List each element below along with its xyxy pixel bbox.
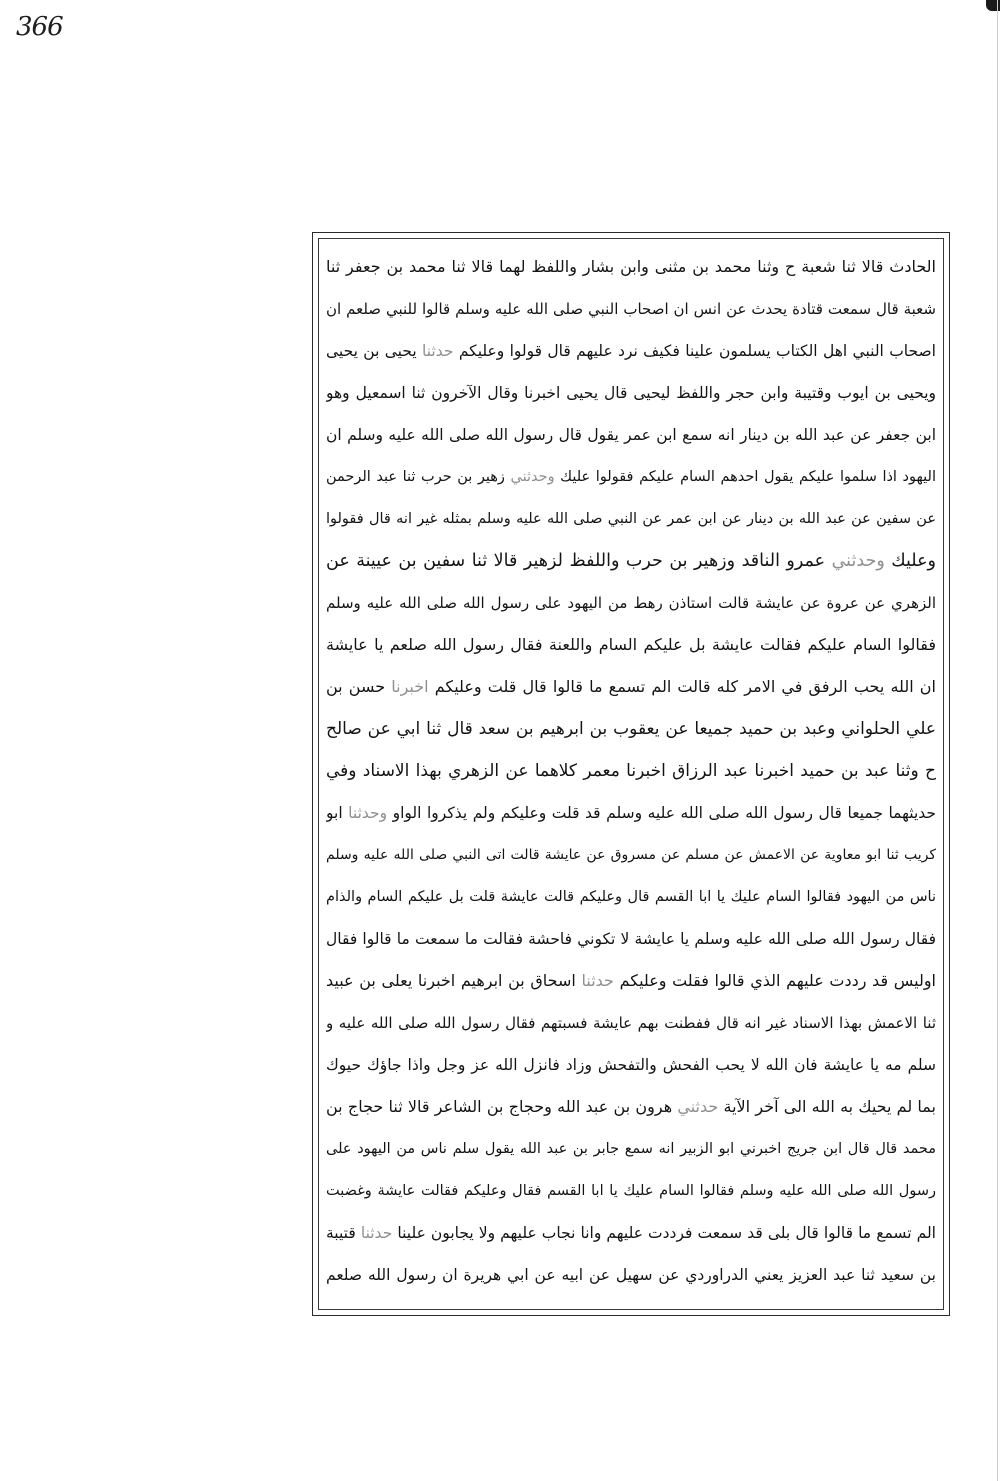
text-run: الحادث قالا ثنا شعبة ح وثنا محمد بن مثنى وابن بشار واللفظ لهما قالا ثنا محمد بن جعفر ثنا	[326, 257, 936, 276]
text-line	[326, 498, 936, 540]
text-line	[326, 330, 936, 372]
text-run: ان الله يحب الرفق في الامر كله قالت الم تسمع ما قالوا قال قلت وعليكم	[428, 677, 936, 696]
text-run: اسحاق بن ابرهيم اخبرنا يعلى بن عبيد	[326, 971, 582, 990]
text-run: حسن بن	[326, 677, 392, 696]
text-run: سلم مه يا عايشة فان الله لا يحب الفحش والتفحش وزاد فانزل الله عز وجل واذا جاؤك حيوك	[326, 1056, 936, 1074]
manuscript-text-block	[326, 246, 936, 1296]
text-run: الم تسمع ما قالوا قال بلى قد سمعت فرددت عليهم وانا نجاب عليهم ولا يجابون علينا	[392, 1224, 936, 1242]
rubric-word: وحدثني	[510, 469, 555, 485]
text-line	[326, 624, 936, 666]
rubric-word: حدثني	[677, 1097, 719, 1116]
text-line	[326, 834, 936, 876]
rubric-word: حدثنا	[422, 342, 454, 360]
text-run: ابن جعفر عن عبد الله بن دينار انه سمع ابن عمر يقول قال رسول الله صلى الله عليه وسلم ان	[326, 426, 936, 444]
text-run: ناس من اليهود فقالوا السام عليك يا ابا القسم قال وعليكم قالت عايشة قلت بل عليكم السام والذام	[326, 889, 936, 905]
text-run: اوليس قد رددت عليهم الذي قالوا فقلت وعليكم	[613, 971, 936, 990]
text-line	[326, 540, 936, 582]
text-run: ثنا الاعمش بهذا الاسناد غير انه قال ففطنت بهم عايشة فسبتهم فقال رسول الله صلى الله عليه و	[326, 1014, 936, 1032]
text-line	[326, 1044, 936, 1086]
rubric-word: وحدثني	[831, 551, 885, 571]
text-line	[326, 708, 936, 750]
text-line	[326, 1086, 936, 1128]
text-line	[326, 414, 936, 456]
text-run: بن سعيد ثنا عبد العزيز يعني الدراوردي عن سهيل عن ابيه عن ابي هريرة ان رسول الله صلعم	[326, 1266, 936, 1284]
text-line	[326, 918, 936, 960]
text-run: اصحاب النبي اهل الكتاب يسلمون علينا فكيف نرد عليهم قال قولوا وعليكم	[453, 342, 936, 360]
text-line	[326, 372, 936, 414]
text-run: شعبة قال سمعت قتادة يحدث عن انس ان اصحاب النبي صلى الله عليه وسلم قالوا للنبي صلعم ان	[326, 300, 936, 318]
text-line	[326, 750, 936, 792]
text-line	[326, 666, 936, 708]
text-line	[326, 1002, 936, 1044]
page-number: 366	[16, 12, 63, 42]
text-line	[326, 456, 936, 498]
text-line	[326, 582, 936, 624]
text-run: علي الحلواني وعبد بن حميد جميعا عن يعقوب بن ابرهيم بن سعد قال ثنا ابي عن صالح	[326, 719, 936, 739]
text-line	[326, 246, 936, 288]
text-run: وعليك	[884, 551, 936, 571]
text-run: اليهود اذا سلموا عليكم يقول احدهم السام عليكم فقولوا عليك	[554, 469, 936, 485]
text-run: فقال رسول الله صلى الله عليه وسلم يا عايشة لا تكوني فاحشة فقالت ما سمعت ما قالوا فقال	[326, 930, 936, 948]
page-edge-line	[997, 0, 998, 1481]
text-line	[326, 1170, 936, 1212]
text-run: عمرو الناقد وزهير بن حرب واللفظ لزهير قالا ثنا سفين بن عيينة عن	[326, 551, 832, 571]
text-run: رسول الله صلى الله عليه وسلم فقالوا السام عليك يا ابا القسم فقال وعليكم فقالت عايشة وغضبت	[326, 1183, 936, 1199]
text-run: حديثهما جميعا قال رسول الله صلى الله عليه وسلم قد قلت وعليكم ولم يذكروا الواو	[387, 804, 936, 822]
text-run: يحيى بن يحيى	[326, 342, 423, 360]
text-run: زهير بن حرب ثنا عبد الرحمن	[326, 469, 511, 485]
text-line	[326, 1128, 936, 1170]
text-run: قتيبة	[326, 1224, 361, 1242]
text-run: ويحيى بن ايوب وقتيبة وابن حجر واللفظ ليحيى قال يحيى اخبرنا وقال الآخرون ثنا اسمعيل وهو	[326, 384, 936, 402]
rubric-word: وحدثنا	[348, 804, 388, 822]
text-line	[326, 876, 936, 918]
text-run: ابو	[326, 804, 349, 822]
text-run: عن سفين عن عبد الله بن دينار عن ابن عمر عن النبي صلى الله عليه وسلم بمثله غير انه قال فقولوا	[326, 511, 936, 527]
text-run: الزهري عن عروة عن عايشة قالت استاذن رهط من اليهود على رسول الله صلى الله عليه وسلم	[326, 594, 936, 612]
rubric-word: حدثنا	[581, 971, 614, 990]
rubric-word: اخبرنا	[391, 677, 429, 696]
text-line	[326, 1254, 936, 1296]
rubric-word: حدثنا	[360, 1224, 393, 1242]
text-run: فقالوا السام عليكم فقالت عايشة بل عليكم السام واللعنة فقال رسول الله صلعم يا عايشة	[326, 635, 936, 654]
text-run: محمد قال قال ابن جريج اخبرني ابو الزبير انه سمع جابر بن عبد الله يقول سلم ناس من اليهود على	[326, 1141, 936, 1157]
text-run: ح وثنا عبد بن حميد اخبرنا عبد الرزاق اخبرنا معمر كلاهما عن الزهري بهذا الاسناد وفي	[326, 761, 936, 781]
text-run: كريب ثنا ابو معاوية عن الاعمش عن مسلم عن مسروق عن عايشة قالت اتى النبي صلى الله عليه وسلم	[326, 847, 936, 863]
text-line	[326, 288, 936, 330]
text-run: بما لم يحيك به الله الى آخر الآية	[718, 1097, 936, 1116]
text-line	[326, 960, 936, 1002]
text-line	[326, 1212, 936, 1254]
text-run: هرون بن عبد الله وحجاج بن الشاعر قالا ثنا حجاج بن	[326, 1097, 678, 1116]
text-line	[326, 792, 936, 834]
